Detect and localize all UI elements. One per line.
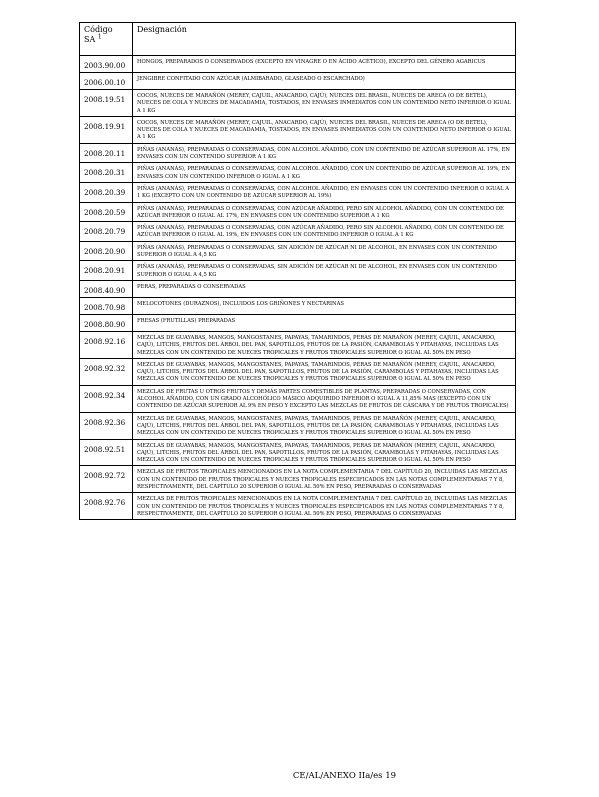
designation-cell: PIÑAS (ANANÁS), PREPARADAS O CONSERVADAS, CON ALCOHOL AÑADIDO, CON UN CONTENIDO DE AZÚCAR SUPERIOR AL 19%, EN ENVASES CON UN CONTENIDO INFERIOR O IGUAL A 1 KG bbox=[133, 163, 516, 183]
designation-cell: MEZCLAS DE GUAYABAS, MANGOS, MANGOSTANES, PAPAYAS, TAMARINDOS, PERAS DE MARAÑÓN (MEREY, CAJUIL, ANACARDO, CAJÚ), LITCHIS, FRUTOS DEL ÁRBOL DEL PAN, SAPOTILLOS, FRUTOS DE LA PASIÓN, CARAMBOLAS Y PITAHAYAS, INCLUIDAS LAS MEZCLAS CON UN CONTENIDO DE NUECES TROPICALES Y FRUTOS TROPICALES SUPERIOR O IGUAL AL 50% EN PESO bbox=[133, 412, 516, 439]
hs-code-cell: 2008.20.31 bbox=[80, 163, 133, 183]
designation-cell: PIÑAS (ANANÁS), PREPARADAS O CONSERVADAS, CON AZÚCAR AÑADIDO, PERO SIN ALCOHOL AÑADIDO, CON UN CONTENIDO DE AZÚCAR INFERIOR O IGUAL AL 19%, EN ENVASES CON UN CONTENIDO INFERIOR O IGUAL A 1 KG bbox=[133, 222, 516, 242]
table-row bbox=[80, 182, 516, 202]
designation-cell: PIÑAS (ANANÁS), PREPARADAS O CONSERVADAS, CON AZÚCAR AÑADIDO, PERO SIN ALCOHOL AÑADIDO, CON UN CONTENIDO DE AZÚCAR INFERIOR O IGUAL AL 17%, EN ENVASES CON UN CONTENIDO SUPERIOR A 1 KG bbox=[133, 202, 516, 222]
table-row bbox=[80, 385, 516, 412]
designation-cell: COCOS, NUECES DE MARAÑÓN (MEREY, CAJUIL, ANACARDO, CAJÚ), NUECES DEL BRASIL, NUECES DE ARECA (O DE BETEL), NUECES DE COLA Y NUECES DE MACADAMIA, TOSTADOS, EN ENVASES INMEDIATOS CON UN CONTENIDO NETO INFERIOR O IGUAL A 1 KG bbox=[133, 116, 516, 143]
hs-code-cell: 2008.20.11 bbox=[80, 143, 133, 163]
footnote-marker: 1 bbox=[97, 33, 102, 41]
hs-code-cell: 2008.20.39 bbox=[80, 182, 133, 202]
code-header-line1: Código bbox=[84, 25, 113, 34]
hs-code-cell: 2008.92.72 bbox=[80, 466, 133, 493]
document-reference: CE/AL/ANEXO IIa/es 19 bbox=[292, 771, 397, 781]
hs-code-cell: 2003.90.00 bbox=[80, 56, 133, 73]
hs-code-cell: 2008.19.51 bbox=[80, 90, 133, 117]
table-row bbox=[80, 143, 516, 163]
designation-cell: JENGIBRE CONFITADO CON AZÚCAR (ALMIBARADO, GLASEADO O ESCARCHADO) bbox=[133, 73, 516, 90]
designation-column-header: Designación bbox=[133, 23, 516, 56]
table-row bbox=[80, 90, 516, 117]
page-footer bbox=[0, 771, 599, 782]
designation-cell: HONGOS, PREPARADOS O CONSERVADOS (EXCEPTO EN VINAGRE O EN ÁCIDO ACÉTICO), EXCEPTO DEL GÉNERO AGARICUS bbox=[133, 56, 516, 73]
hs-code-cell: 2006.00.10 bbox=[80, 73, 133, 90]
table-row bbox=[80, 116, 516, 143]
hs-code-cell: 2008.92.36 bbox=[80, 412, 133, 439]
table-row bbox=[80, 222, 516, 242]
table-row bbox=[80, 412, 516, 439]
hs-code-cell: 2008.20.79 bbox=[80, 222, 133, 242]
table-row bbox=[80, 331, 516, 358]
hs-code-cell: 2008.40.90 bbox=[80, 280, 133, 297]
table-header-row bbox=[80, 23, 516, 56]
table-body bbox=[80, 56, 516, 520]
table-row bbox=[80, 280, 516, 297]
table-row bbox=[80, 56, 516, 73]
designation-cell: PIÑAS (ANANÁS), PREPARADAS O CONSERVADAS, SIN ADICIÓN DE AZÚCAR NI DE ALCOHOL, EN ENVASES CON UN CONTENIDO SUPERIOR O IGUAL A 4,5 KG bbox=[133, 261, 516, 281]
designation-cell: PERAS, PREPARADAS O CONSERVADAS bbox=[133, 280, 516, 297]
table-row bbox=[80, 358, 516, 385]
table-row bbox=[80, 439, 516, 466]
table-row bbox=[80, 297, 516, 314]
designation-cell: MEZCLAS DE GUAYABAS, MANGOS, MANGOSTANES, PAPAYAS, TAMARINDOS, PERAS DE MARAÑÓN (MEREY, CAJUIL, ANACARDO, CAJÚ), LITCHIS, FRUTOS DEL ÁRBOL DEL PAN, SAPOTILLOS, FRUTOS DE LA PASIÓN, CARAMBOLAS Y PITAHAYAS, INCLUIDAS LAS MEZCLAS CON UN CONTENIDO DE NUECES TROPICALES Y FRUTOS TROPICALES SUPERIOR O IGUAL AL 50% EN PESO bbox=[133, 331, 516, 358]
hs-code-cell: 2008.92.32 bbox=[80, 358, 133, 385]
designation-cell: MELOCOTONES (DURAZNOS), INCLUIDOS LOS GRIÑONES Y NECTARINAS bbox=[133, 297, 516, 314]
hs-code-cell: 2008.92.16 bbox=[80, 331, 133, 358]
table-row bbox=[80, 241, 516, 261]
designation-cell: PIÑAS (ANANÁS), PREPARADAS O CONSERVADAS, CON ALCOHOL AÑADIDO, CON UN CONTENIDO DE AZÚCAR SUPERIOR AL 17%, EN ENVASES CON UN CONTENIDO SUPERIOR A 1 KG bbox=[133, 143, 516, 163]
designation-cell: MEZCLAS DE GUAYABAS, MANGOS, MANGOSTANES, PAPAYAS, TAMARINDOS, PERAS DE MARAÑÓN (MEREY, CAJUIL, ANACARDO, CAJÚ), LITCHIS, FRUTOS DEL ÁRBOL DEL PAN, SAPOTILLOS, FRUTOS DE LA PASIÓN, CARAMBOLAS Y PITAHAYAS, INCLUIDAS LAS MEZCLAS CON UN CONTENIDO DE NUECES TROPICALES Y FRUTOS TROPICALES SUPERIOR O IGUAL AL 50% EN PESO bbox=[133, 439, 516, 466]
hs-code-cell: 2008.80.90 bbox=[80, 314, 133, 331]
designation-cell: MEZCLAS DE GUAYABAS, MANGOS, MANGOSTANES, PAPAYAS, TAMARINDOS, PERAS DE MARAÑÓN (MEREY, CAJUIL, ANACARDO, CAJÚ), LITCHIS, FRUTOS DEL ÁRBOL DEL PAN, SAPOTILLOS, FRUTOS DE LA PASIÓN, CARAMBOLAS Y PITAHAYAS, INCLUIDAS LAS MEZCLAS CON UN CONTENIDO DE NUECES TROPICALES Y FRUTOS TROPICALES SUPERIOR O IGUAL AL 50% EN PESO bbox=[133, 358, 516, 385]
table-row bbox=[80, 466, 516, 493]
designation-cell: MEZCLAS DE FRUTAS U OTROS FRUTOS Y DEMÁS PARTES COMESTIBLES DE PLANTAS, PREPARADAS O CONSERVADAS, CON ALCOHOL AÑADIDO, CON UN GRADO ALCOHÓLICO MÁSICO ADQUIRIDO INFERIOR O IGUAL A 11,85% MAS (EXCEPTO CON UN CONTENIDO DE AZÚCAR SUPERIOR AL 9% EN PESO Y EXCEPTO LAS MEZCLAS DE FRUTOS DE CÁSCARA Y DE FRUTOS TROPICALES) bbox=[133, 385, 516, 412]
designation-cell: MEZCLAS DE FRUTOS TROPICALES MENCIONADOS EN LA NOTA COMPLEMENTARIA 7 DEL CAPÍTULO 20, INCLUIDAS LAS MEZCLAS CON UN CONTENIDO DE FRUTOS TROPICALES Y NUECES TROPICALES ESPECIFICADOS EN LAS NOTAS COMPLEMENTARIAS 7 Y 8, RESPECTIVAMENTE, DEL CAPÍTULO 20 SUPERIOR O IGUAL AL 50% EN PESO, PREPARADAS O CONSERVADAS bbox=[133, 493, 516, 520]
hs-code-cell: 2008.70.98 bbox=[80, 297, 133, 314]
tariff-table bbox=[79, 22, 516, 520]
hs-code-cell: 2008.20.91 bbox=[80, 261, 133, 281]
hs-code-cell: 2008.92.51 bbox=[80, 439, 133, 466]
table-row bbox=[80, 163, 516, 183]
code-header-line2: SA bbox=[84, 35, 96, 44]
hs-code-cell: 2008.92.76 bbox=[80, 493, 133, 520]
code-column-header bbox=[80, 23, 133, 56]
designation-cell: COCOS, NUECES DE MARAÑÓN (MEREY, CAJUIL, ANACARDO, CAJÚ), NUECES DEL BRASIL, NUECES DE ARECA (O DE BETEL), NUECES DE COLA Y NUECES DE MACADAMIA, TOSTADOS, EN ENVASES INMEDIATOS CON UN CONTENIDO NETO INFERIOR O IGUAL A 1 KG bbox=[133, 90, 516, 117]
table-row bbox=[80, 73, 516, 90]
hs-code-cell: 2008.92.34 bbox=[80, 385, 133, 412]
table-row bbox=[80, 314, 516, 331]
designation-cell: MEZCLAS DE FRUTOS TROPICALES MENCIONADOS EN LA NOTA COMPLEMENTARIA 7 DEL CAPÍTULO 20, INCLUIDAS LAS MEZCLAS CON UN CONTENIDO DE FRUTOS TROPICALES Y NUECES TROPICALES ESPECIFICADOS EN LAS NOTAS COMPLEMENTARIAS 7 Y 8, RESPECTIVAMENTE, DEL CAPÍTULO 20 SUPERIOR O IGUAL AL 50% EN PESO, PREPARADAS O CONSERVADAS bbox=[133, 466, 516, 493]
hs-code-cell: 2008.20.59 bbox=[80, 202, 133, 222]
designation-cell: PIÑAS (ANANÁS), PREPARADAS O CONSERVADAS, CON ALCOHOL AÑADIDO, EN ENVASES CON UN CONTENIDO INFERIOR O IGUAL A 1 KG (EXCEPTO CON UN CONTENIDO DE AZÚCAR SUPERIOR AL 19%) bbox=[133, 182, 516, 202]
hs-code-cell: 2008.19.91 bbox=[80, 116, 133, 143]
table-row bbox=[80, 261, 516, 281]
designation-cell: PIÑAS (ANANÁS), PREPARADAS O CONSERVADAS, SIN ADICIÓN DE AZÚCAR NI DE ALCOHOL, EN ENVASES CON UN CONTENIDO SUPERIOR O IGUAL A 4,5 KG bbox=[133, 241, 516, 261]
table-row bbox=[80, 202, 516, 222]
table-row bbox=[80, 493, 516, 520]
hs-code-cell: 2008.20.90 bbox=[80, 241, 133, 261]
designation-cell: FRESAS (FRUTILLAS) PREPARADAS bbox=[133, 314, 516, 331]
